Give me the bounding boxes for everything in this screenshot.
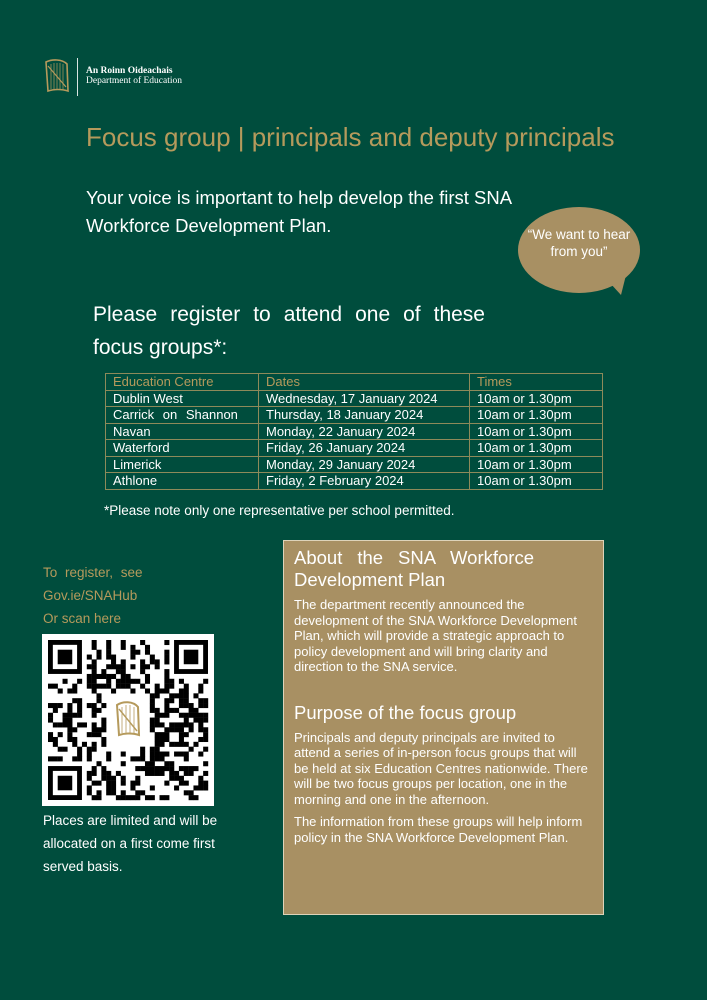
logo-line-english: Department of Education: [86, 76, 183, 86]
purpose-heading: Purpose of the focus group: [294, 701, 517, 723]
representative-note: *Please note only one representative per school permitted.: [104, 503, 455, 518]
cell-date: Monday, 22 January 2024: [259, 423, 470, 440]
register-link[interactable]: Gov.ie/SNAHub: [43, 588, 138, 603]
harp-icon: [42, 58, 72, 94]
header-times: Times: [470, 374, 603, 391]
table-row: [106, 473, 603, 490]
cell-centre: Navan: [106, 423, 259, 440]
table-row: [106, 407, 603, 424]
cell-time: 10am or 1.30pm: [470, 473, 603, 490]
about-body: The department recently announced the development of the SNA Workforce Development Plan, which will provide a strategic approach to policy development and will bring clarity and direction to the SNA service.: [294, 597, 578, 674]
speech-bubble-text: “We want to hear from you”: [527, 227, 631, 259]
cell-centre: Dublin West: [106, 390, 259, 407]
department-logo-text: [86, 66, 182, 86]
table-row: [106, 423, 603, 440]
cell-time: 10am or 1.30pm: [470, 440, 603, 457]
cell-centre: Athlone: [106, 473, 259, 490]
about-panel: [283, 540, 604, 915]
table-row: [106, 440, 603, 457]
cell-date: Friday, 2 February 2024: [259, 473, 470, 490]
header-education-centre: Education Centre: [106, 374, 259, 391]
about-heading: About the SNA Workforce Development Plan: [294, 547, 534, 590]
register-info: [43, 561, 143, 630]
intro-text: Your voice is important to help develop the first SNA Workforce Development Plan.: [86, 187, 512, 236]
table-row: [106, 456, 603, 473]
cell-time: 10am or 1.30pm: [470, 407, 603, 424]
cell-centre: Waterford: [106, 440, 259, 457]
table-header-row: [106, 374, 603, 391]
cell-time: 10am or 1.30pm: [470, 456, 603, 473]
cell-date: Friday, 26 January 2024: [259, 440, 470, 457]
logo-divider: [77, 58, 78, 96]
purpose-body-info: The information from these groups will help inform policy in the SNA Workforce Development Plan.: [294, 814, 583, 845]
cell-date: Wednesday, 17 January 2024: [259, 390, 470, 407]
purpose-body: Principals and deputy principals are invited to attend a series of in-person focus groups that will be held at six Education Centres nationwide. There will be two focus groups per location, one in the morning and one in the afternoon.: [294, 729, 588, 807]
register-line: To register, see: [43, 565, 143, 580]
cell-time: 10am or 1.30pm: [470, 390, 603, 407]
scan-prompt: Or scan here: [43, 611, 122, 626]
cell-time: 10am or 1.30pm: [470, 423, 603, 440]
table-row: [106, 390, 603, 407]
header-dates: Dates: [259, 374, 470, 391]
cell-date: Thursday, 18 January 2024: [259, 407, 470, 424]
cell-centre: Limerick: [106, 456, 259, 473]
page-title: Focus group | principals and deputy principals: [86, 122, 615, 152]
register-heading: Please register to attend one of these focus groups*:: [93, 303, 485, 359]
schedule-table: [105, 373, 603, 490]
cell-date: Monday, 29 January 2024: [259, 456, 470, 473]
logo-line-irish: An Roinn Oideachais: [86, 66, 173, 76]
cell-centre: Carrick on Shannon: [106, 407, 259, 424]
qr-harp-icon: [108, 697, 148, 743]
places-limited-text: Places are limited and will be allocated on a first come first served basis.: [43, 813, 218, 874]
